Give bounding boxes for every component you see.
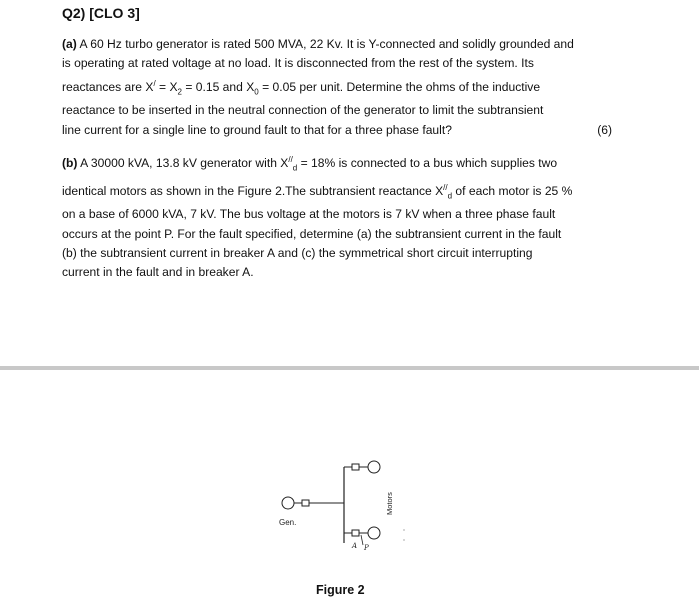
part-b-line-4: occurs at the point P. For the fault specified, determine (a) the subtransient current in the fault <box>62 226 562 241</box>
upper-motor-icon <box>368 461 380 473</box>
part-a-text-3c: = 0.15 and X <box>181 79 255 94</box>
breaker-a <box>352 530 359 536</box>
part-b-text-2a: identical motors as shown in the Figure 2.The subtransient reactance X <box>62 183 444 198</box>
part-a-paragraph <box>62 35 622 140</box>
fault-arrow <box>361 535 363 545</box>
part-a-label: (a) <box>62 37 77 51</box>
part-a-text-3a: reactances are X <box>62 79 154 94</box>
part-a-line-4: reactance to be inserted in the neutral connection of the generator to limit the subtransient <box>62 103 544 118</box>
subscript-d: d <box>292 163 298 173</box>
question-header: Q2) [CLO 3] <box>62 5 140 21</box>
generator-icon <box>282 497 294 509</box>
subscript-d-2: d <box>447 191 453 201</box>
part-b-line-1 <box>62 150 622 178</box>
upper-motor-breaker <box>352 464 359 470</box>
gen-breaker <box>302 500 309 506</box>
subscript-2: 2 <box>177 87 182 97</box>
part-a-marks: (6) <box>597 122 612 137</box>
one-line-diagram <box>270 455 420 555</box>
part-b-line-6: current in the fault and in breaker A. <box>62 265 254 280</box>
part-b-paragraph <box>62 150 622 283</box>
prime-superscript: / <box>153 78 156 88</box>
part-a-line-1 <box>62 35 622 54</box>
lower-motor-icon <box>368 527 380 539</box>
part-a-text-3b: = X <box>155 79 178 94</box>
gen-label: Gen. <box>279 518 297 527</box>
part-b-line-5: (b) the subtransient current in breaker A and (c) the symmetrical short circuit interrupting <box>62 246 533 261</box>
part-a-text-5: line current for a single line to ground fault to that for a three phase fault? <box>62 122 452 137</box>
part-a-line-3 <box>62 74 622 102</box>
double-prime-superscript-2: // <box>443 182 448 192</box>
double-prime-superscript: // <box>288 155 293 164</box>
part-b-text-1a: A 30000 kVA, 13.8 kV generator with X <box>80 156 289 171</box>
fault-point-label: P <box>364 544 369 552</box>
page-separator <box>0 366 699 370</box>
part-b-text-2b: of each motor is 25 % <box>452 183 573 198</box>
part-b-label: (b) <box>62 156 78 171</box>
part-b-line-2 <box>62 178 622 206</box>
motors-label: Motors <box>385 492 394 515</box>
part-a-text-3d: = 0.05 per unit. Determine the ohms of the inductive <box>258 79 541 94</box>
figure-caption: Figure 2 <box>316 583 365 597</box>
part-b-line-3: on a base of 6000 kVA, 7 kV. The bus voltage at the motors is 7 kV when a three phase fault <box>62 207 556 222</box>
part-a-line-5 <box>62 121 622 140</box>
part-b-text-1b: = 18% is connected to a bus which supplies two <box>297 156 558 171</box>
part-a-text-1: A 60 Hz turbo generator is rated 500 MVA, 22 Kv. It is Y-connected and solidly grounded and <box>79 37 574 51</box>
breaker-a-label: A <box>352 542 358 550</box>
subscript-0: 0 <box>254 87 259 97</box>
part-a-line-2: is operating at rated voltage at no load. It is disconnected from the rest of the system. Its <box>62 56 534 71</box>
